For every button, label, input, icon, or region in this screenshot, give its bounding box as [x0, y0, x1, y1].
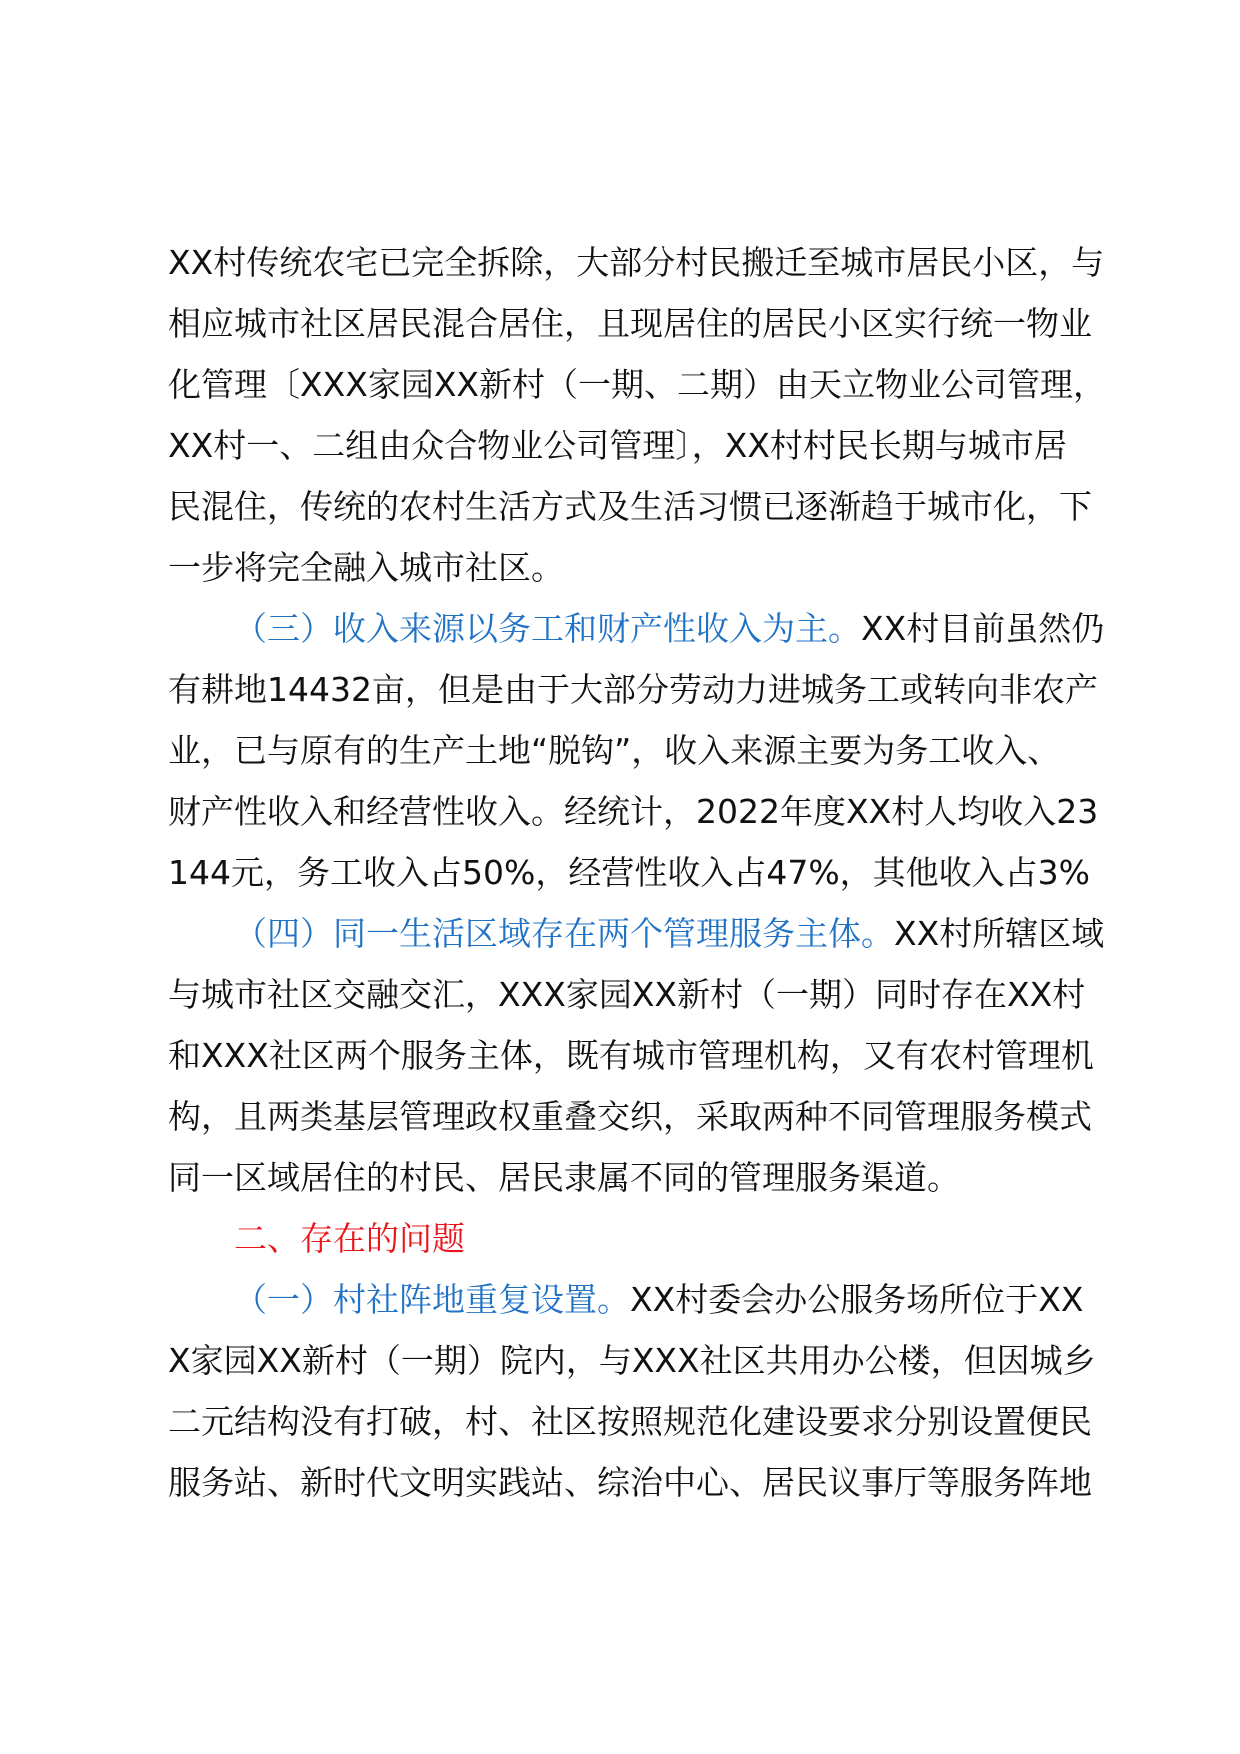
- text-line: 同一区域居住的村民、居民隶属不同的管理服务渠道。: [168, 1158, 960, 1197]
- text-line: 民混住，传统的农村生活方式及生活习惯已逐渐趋于城市化，下: [168, 487, 1092, 526]
- text-run: XX村目前虽然仍: [861, 609, 1105, 648]
- text-line: 和XXX社区两个服务主体，既有城市管理机构，又有农村管理机: [168, 1036, 1094, 1075]
- paragraph-rural-housing: [168, 232, 1108, 598]
- text-line: 构，且两类基层管理政权重叠交织，采取两种不同管理服务模式: [168, 1097, 1092, 1136]
- subheading-duplicate-facilities: （一）村社阵地重复设置。: [234, 1280, 630, 1319]
- document-page: [168, 232, 1108, 1513]
- text-line: X家园XX新村（一期）院内，与XXX社区共用办公楼，但因城乡: [168, 1341, 1096, 1380]
- text-line: 相应城市社区居民混合居住，且现居住的居民小区实行统一物业: [168, 304, 1092, 343]
- text-line: 业，已与原有的生产土地“脱钩”，收入来源主要为务工收入、: [168, 731, 1061, 770]
- text-line: 化管理〔XXX家园XX新村（一期、二期）由天立物业公司管理，: [168, 365, 1107, 404]
- text-line: 144元，务工收入占50%，经营性收入占47%，其他收入占3%: [168, 853, 1091, 892]
- text-line: XX村一、二组由众合物业公司管理〕，XX村村民长期与城市居: [168, 426, 1067, 465]
- text-line: 服务站、新时代文明实践站、综治中心、居民议事厅等服务阵地: [168, 1463, 1092, 1502]
- paragraph-income-sources: [168, 598, 1108, 903]
- text-run: XX村委会办公服务场所位于XX: [630, 1280, 1084, 1319]
- text-line: 与城市社区交融交汇，XXX家园XX新村（一期）同时存在XX村: [168, 975, 1086, 1014]
- text-line: [168, 598, 1108, 659]
- text-line: XX村传统农宅已完全拆除，大部分村民搬迁至城市居民小区，与: [168, 243, 1105, 282]
- text-line: 财产性收入和经营性收入。经统计，2022年度XX村人均收入23: [168, 792, 1099, 831]
- section-existing-problems: [168, 1208, 1108, 1269]
- paragraph-duplicate-facilities: [168, 1269, 1108, 1513]
- text-run: XX村所辖区域: [894, 914, 1105, 953]
- paragraph-dual-management: [168, 903, 1108, 1208]
- text-line: [168, 1269, 1108, 1330]
- text-line: 二元结构没有打破，村、社区按照规范化建设要求分别设置便民: [168, 1402, 1092, 1441]
- text-line: [168, 903, 1108, 964]
- subheading-income-sources: （三）收入来源以务工和财产性收入为主。: [234, 609, 861, 648]
- subheading-dual-management: （四）同一生活区域存在两个管理服务主体。: [234, 914, 894, 953]
- section-heading: 二、存在的问题: [234, 1219, 465, 1258]
- text-line: 一步将完全融入城市社区。: [168, 548, 564, 587]
- text-line: 有耕地14432亩，但是由于大部分劳动力进城务工或转向非农产: [168, 670, 1098, 709]
